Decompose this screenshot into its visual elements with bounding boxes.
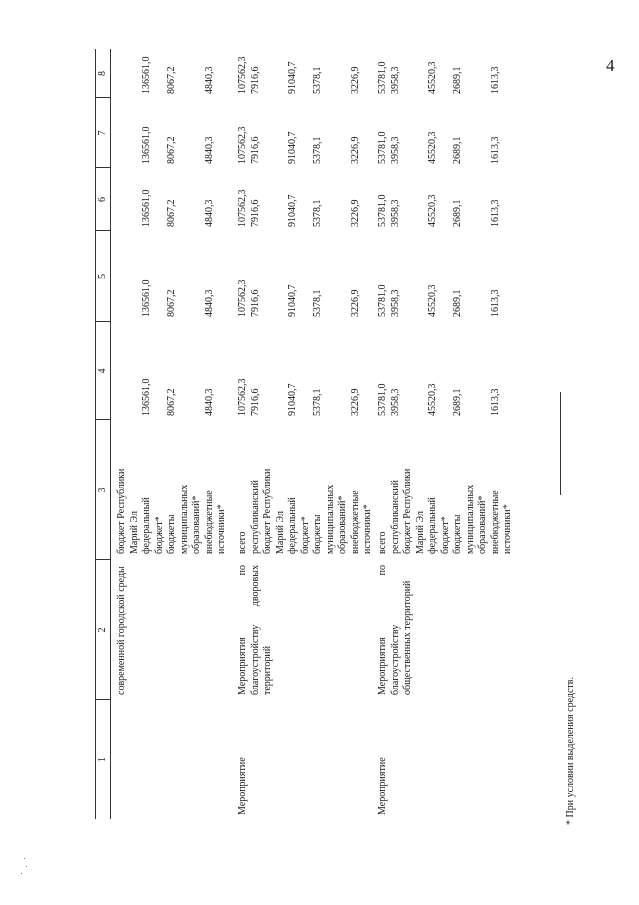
value-cell: 3958,3 [389,289,401,317]
value-cell: 91040,7 [287,383,298,416]
value-cell: 8067,2 [166,66,177,94]
header-col-7: 7 [97,130,108,136]
value-cell: 3226,9 [349,66,361,94]
header-divider [95,321,110,322]
value-cell: 7916,6 [249,388,261,416]
header-divider [95,419,110,420]
value-cell: 3226,9 [349,199,361,227]
row2-col1: Мероприятие [237,757,248,815]
value-cell: 91040,7 [287,131,298,164]
value-cell: 53781,0 [377,61,388,94]
value-cell: 3226,9 [349,388,361,416]
text: по [377,565,388,576]
row3-col2-line3: общественных территорий [402,580,413,695]
row3-col2-line1 [377,565,390,695]
footnote: * При условии выделения средств. [565,677,576,825]
value-cell: 5378,1 [312,66,323,94]
value-cell: 107562,3 [237,56,248,94]
value-cell: 7916,6 [249,66,261,94]
value-cell: 53781,0 [377,383,388,416]
value-cell: 107562,3 [237,189,248,227]
value-cell: 107562,3 [237,378,248,416]
header-col-4: 4 [97,368,108,374]
value-cell: 3958,3 [389,388,401,416]
value-cell: 136561,0 [141,126,152,164]
text: Мероприятия [237,637,248,695]
value-cell: 1613,3 [489,289,501,317]
scan-speck [24,858,25,859]
value-cell: 53781,0 [377,131,388,164]
value-cell: 4840,3 [203,66,215,94]
value-cell: 4840,3 [203,199,215,227]
value-cell: 2689,1 [452,136,463,164]
text: дворовых [249,565,261,607]
header-col-6: 6 [97,197,108,202]
value-cell: 107562,3 [237,279,248,317]
row2-col2-line1 [237,565,250,695]
scan-speck [26,866,27,867]
signature-rule [560,392,561,495]
header-col-5: 5 [97,274,108,279]
value-cell: 45520,3 [427,131,438,164]
value-cell: 8067,2 [166,388,177,416]
value-cell: 1613,3 [489,136,501,164]
text: Мероприятия [377,637,388,695]
value-cell: 4840,3 [203,388,215,416]
value-cell: 7916,6 [249,136,261,164]
value-cell: 53781,0 [377,194,388,227]
value-cell: 2689,1 [452,289,463,317]
value-cell: 45520,3 [427,383,438,416]
row2-col3: всего республиканский бюджет Республики Марий Эл федеральный бюджет* бюджеты муниципальных образований* внебюджетные источники* [237,468,373,554]
value-cell: 3226,9 [349,136,361,164]
value-cell: 2689,1 [452,199,463,227]
value-cell: 3226,9 [349,289,361,317]
value-cell: 5378,1 [312,388,323,416]
value-cell: 45520,3 [427,284,438,317]
value-cell: 107562,3 [237,126,248,164]
value-cell: 8067,2 [166,136,177,164]
row1-col2: современной городской среды [116,566,127,695]
page-number: 4 [606,56,615,75]
row3-col2 [377,565,415,695]
header-divider [95,167,110,168]
header-divider [95,230,110,231]
header-col-3: 3 [97,487,108,493]
value-cell: 53781,0 [377,284,388,317]
value-cell: 1613,3 [489,388,501,416]
value-cell: 1613,3 [489,66,501,94]
row3-col2-line2: благоустройству [389,624,401,695]
header-col-8: 8 [97,71,108,76]
value-cell: 45520,3 [427,194,438,227]
header-col-2: 2 [97,627,108,633]
value-cell: 4840,3 [203,289,215,317]
value-cell: 8067,2 [166,199,177,227]
value-cell: 136561,0 [141,378,152,416]
value-cell: 8067,2 [166,289,177,317]
value-cell: 2689,1 [452,388,463,416]
header-divider [95,97,110,98]
value-cell: 91040,7 [287,194,298,227]
scan-speck [21,873,22,874]
value-cell: 2689,1 [452,66,463,94]
text: благоустройству [249,624,261,695]
value-cell: 136561,0 [141,189,152,227]
row1-col3: бюджет Республики Марий Эл федеральный бюджет* бюджеты муниципальных образований* внебюджетные источники* [116,468,227,554]
value-cell: 5378,1 [312,199,323,227]
row3-col3: всего республиканский бюджет Республики Марий Эл федеральный бюджет* бюджеты муниципальных образований* внебюджетные источники* [377,468,513,554]
value-cell: 7916,6 [249,289,261,317]
row3-col1: Мероприятие [377,757,388,815]
header-bottom-border [110,49,111,819]
value-cell: 91040,7 [287,284,298,317]
header-col-1: 1 [97,757,108,762]
value-cell: 4840,3 [203,136,215,164]
value-cell: 136561,0 [141,279,152,317]
value-cell: 136561,0 [141,56,152,94]
value-cell: 3958,3 [389,136,401,164]
header-divider [95,559,110,560]
value-cell: 45520,3 [427,61,438,94]
value-cell: 5378,1 [312,136,323,164]
row2-col2-line2 [250,565,263,695]
value-cell: 7916,6 [249,199,261,227]
value-cell: 3958,3 [389,66,401,94]
row2-col2 [237,565,275,695]
text: по [237,565,248,576]
value-cell: 5378,1 [312,289,323,317]
value-cell: 3958,3 [389,199,401,227]
value-cell: 91040,7 [287,61,298,94]
row2-col2-line3: территорий [262,645,273,695]
header-divider [95,699,110,700]
value-cell: 1613,3 [489,199,501,227]
